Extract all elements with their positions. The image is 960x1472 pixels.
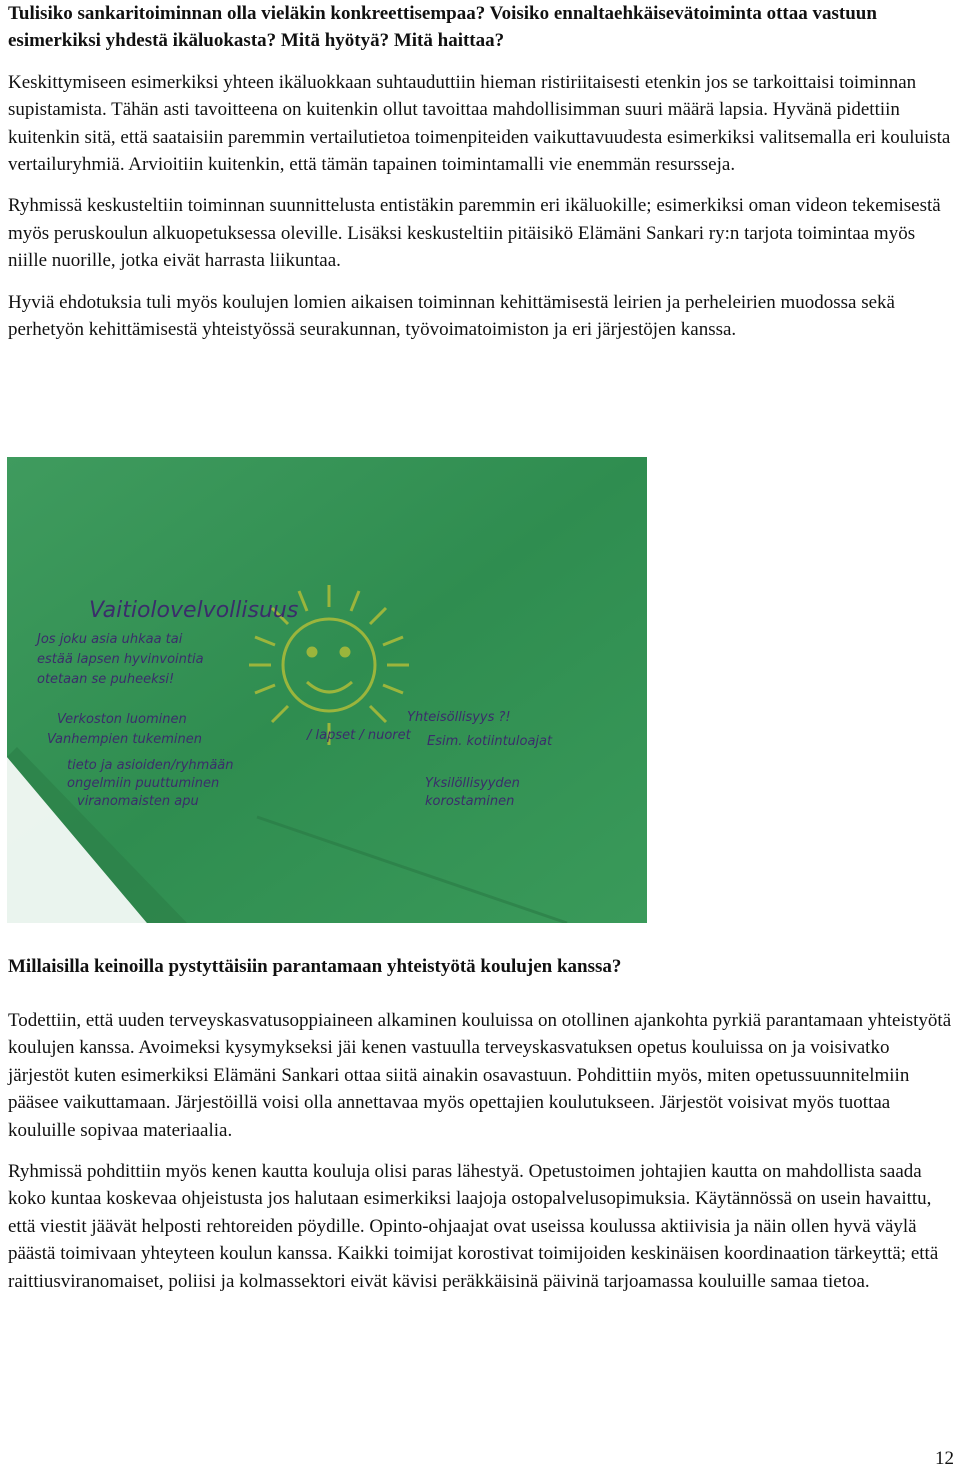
- poster-title: Vaitiolovelvollisuus: [89, 598, 299, 623]
- photo-green-poster: [7, 457, 647, 923]
- svg-text:/ lapset / nuoret: / lapset / nuoret: [307, 728, 411, 743]
- svg-text:estää lapsen hyvinvointia: estää lapsen hyvinvointia: [37, 652, 204, 667]
- paragraph-1: Keskittymiseen esimerkiksi yhteen ikäluokkaan suhtauduttiin hieman ristiriitaisesti etenkin jos se tarkoittaisi toiminnan supistamista. Tähän asti tavoitteena on kuitenkin ollut tavoittaa mahdollisimman suuri määrä lapsia. Hyvänä pidettiin kuitenkin sitä, että saataisiin paremmin vertailutietoa toimenpiteiden vaikuttavuudesta esimerkiksi valitsemalla eri kouluista vertailuryhmiä. Arvioitiin kuitenkin, että tämän tapainen toimintamalli vie enemmän resursseja.: [8, 71, 951, 176]
- page-body: [8, 0, 952, 343]
- svg-text:Yksilöllisyyden: Yksilöllisyyden: [425, 776, 520, 791]
- paragraph-2: Ryhmissä keskusteltiin toiminnan suunnittelusta entistäkin paremmin eri ikäluokille; esimerkiksi oman videon tekemisestä myös peruskoulun alkuopetuksessa oleville. Lisäksi keskusteltiin pitäisikö Elämäni Sankari ry:n tarjota toimintaa myös niille nuorille, jotka eivät harrasta liikuntaa.: [8, 195, 941, 272]
- page-number: 12: [935, 1448, 954, 1469]
- svg-text:ongelmiin puuttuminen: ongelmiin puuttuminen: [67, 776, 220, 791]
- question-heading: Tulisiko sankaritoiminnan olla vieläkin konkreettisempaa? Voisiko ennaltaehkäisevätoiminta ottaa vastuun esimerkiksi yhdestä ikäluokasta? Mitä hyötyä? Mitä haittaa?: [8, 3, 877, 52]
- paragraph-4: Todettiin, että uuden terveyskasvatusoppiaineen alkaminen kouluissa on otollinen ajankohta pyrkiä parantamaan yhteistyötä koulujen kanssa. Avoimeksi kysymykseksi jäi kenen vastuulla terveyskasvatuksen opetus kouluissa on ja voisivatko järjestöt kuten esimerkiksi Elämäni Sankari ottaa siitä ainakin osavastuun. Pohdittiin myös, miten opetussuunnitelmiin pääsee vaikuttamaan. Järjestöillä voisi olla annettavaa myös opettajien koulutukseen. Järjestöt voisivat myös tuottaa kouluille sopivaa materiaalia.: [8, 1010, 952, 1141]
- svg-text:Verkoston luominen: Verkoston luominen: [57, 712, 187, 727]
- svg-text:viranomaisten apu: viranomaisten apu: [77, 794, 199, 809]
- svg-text:Esim. kotiintuloajat: Esim. kotiintuloajat: [427, 734, 553, 749]
- svg-text:otetaan se puheeksi!: otetaan se puheeksi!: [37, 672, 175, 687]
- svg-text:korostaminen: korostaminen: [425, 794, 515, 809]
- svg-text:Yhteisöllisyys ?!: Yhteisöllisyys ?!: [407, 710, 511, 725]
- svg-text:tieto ja asioiden/ryhmään: tieto ja asioiden/ryhmään: [67, 758, 234, 773]
- section-heading: Millaisilla keinoilla pystyttäisiin parantamaan yhteistyötä koulujen kanssa?: [8, 956, 622, 977]
- paragraph-3: Hyviä ehdotuksia tuli myös koulujen lomien aikaisen toiminnan kehittämisestä leirien ja perheleirien muodossa sekä perhetyön kehittämisestä yhteistyössä seurakunnan, työvoimatoimiston ja eri järjestöjen kanssa.: [8, 291, 895, 341]
- svg-text:Jos joku asia uhkaa tai: Jos joku asia uhkaa tai: [37, 632, 183, 647]
- svg-text:Vanhempien tukeminen: Vanhempien tukeminen: [47, 732, 203, 747]
- paragraph-5: Ryhmissä pohdittiin myös kenen kautta kouluja olisi paras lähestyä. Opetustoimen johtajien kautta on mahdollista saada koko kuntaa koskevaa ohjeistusta jos halutaan esimerkiksi laajoja ostopalvelusopimuksia. Käytännössä on usein havaittu, että viestit jäävät helposti rehtoreiden pöydille. Opinto-ohjaajat ovat useissa koulussa aktiivisia ja näin ollen hyvä väylä päästä toimivaan yhteyteen koulun kanssa. Kaikki toimijat korostivat toimijoiden keskinäisen koordinaation tärkeyttä; että raittiusviranomaiset, poliisi ja kolmassektori eivät kävisi peräkkäisinä päivinä tarjoamassa kouluille samaa tietoa.: [8, 1161, 939, 1292]
- section-body: [8, 1007, 952, 1295]
